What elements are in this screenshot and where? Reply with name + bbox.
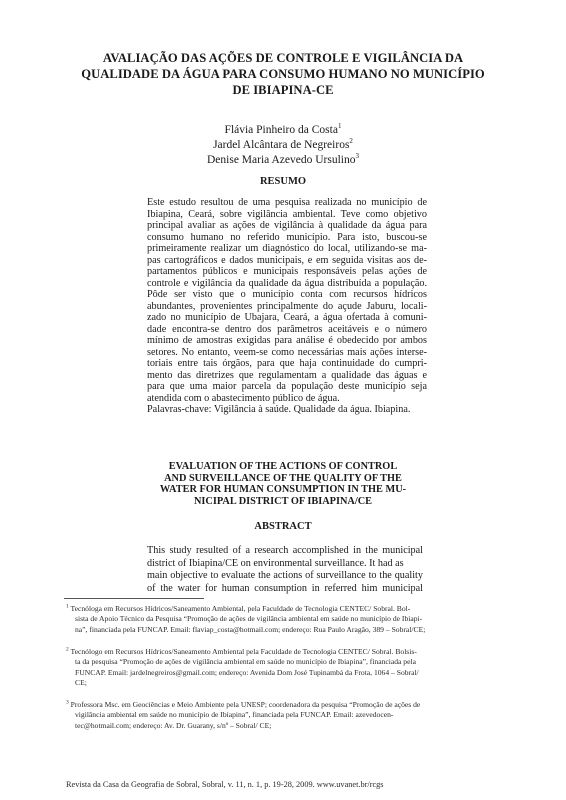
resumo-line: setores. No entanto, veem-se como necessárias mais ações interse- [147, 346, 427, 358]
resumo-line: mínimo de amostras exigidas para análise é obedecido por ambos [147, 335, 427, 346]
title-line: WATER FOR HUMAN CONSUMPTION IN THE MU- [159, 484, 407, 496]
abstract-line: district of Ibiapina/CE on environmental surveillance. It had as [147, 557, 404, 569]
resumo-line: principal avaliar as ações de vigilância à qualidade da água para [147, 220, 427, 231]
resumo-line: zado no município de Ubajara, Ceará, a água ofertada à comuni- [147, 312, 427, 323]
footnote-line: na”, financiada pela FUNCAP. Email: flaviap_costa@hotmail.com; endereço: Rua Paulo Aragão, 389 – Sobral/CE; [75, 624, 426, 634]
abstract-body [147, 545, 423, 595]
resumo-line: abundantes, provenientes principalmente do açude Jaburu, locali- [147, 300, 427, 312]
resumo-line: mento das diretrizes que regulamentam a qualidade das águas e [147, 369, 427, 381]
journal-footer: Revista da Casa da Geografia de Sobral, Sobral, v. 11, n. 1, p. 19-28, 2009. www.uvanet.br/rcgs [66, 780, 384, 789]
author-name: Denise Maria Azevedo Ursulino [206, 154, 356, 166]
abstract-line: of the water for human consumption in referred him municipal [147, 582, 423, 594]
resumo-line: atendida com o abastecimento público de água. [147, 392, 340, 404]
title-line: EVALUATION OF THE ACTIONS OF CONTROL [168, 461, 398, 472]
resumo-heading: RESUMO [259, 176, 307, 187]
footnote-line: tec@hotmail.com; endereço: Av. Dr. Guarany, s/nº – Sobral/ CE; [75, 720, 272, 730]
footnote-mark: 1 [66, 603, 69, 610]
title-line: QUALIDADE DA ÁGUA PARA CONSUMO HUMANO NO MUNICÍPIO [81, 67, 485, 81]
footnote-line: FUNCAP. Email: jardelnegreiros@gmail.com; endereço: Avenida Dom José Tupinambá da Frota, 1064 – Sobral/ [75, 667, 419, 677]
title-line: AND SURVEILLANCE OF THE QUALITY OF THE [164, 472, 402, 484]
resumo-line: partamentos públicos e municipais responsáveis pelas ações de [147, 266, 427, 277]
footnote-mark: 3 [355, 152, 359, 161]
resumo-line: para que uma maior parcela da população deste município seja [147, 381, 427, 392]
author-entry [0, 123, 566, 138]
footnote-line: vigilância ambiental em saúde no município de Ibiapina”, financiada pela FUNCAP. Email: azevedocen- [75, 710, 394, 720]
resumo-body [147, 197, 427, 416]
abstract-line: main objective to evaluate the actions of surveillance to the quality [147, 570, 423, 581]
footnote-line: ta da pesquisa “Promoção de ações de vigilância ambiental em saúde no município de Ibiapina”, financiada pela [75, 657, 416, 667]
footnote-line: CE; [75, 677, 87, 687]
footnote-divider [64, 598, 204, 599]
paper-title-pt [60, 50, 506, 98]
resumo-line: Ibiapina, Ceará, sobre vigilância ambiental. Teve como objetivo [147, 208, 427, 220]
footnote-mark: 2 [66, 646, 69, 653]
footnote-line: Tecnóloga em Recursos Hídricos/Saneamento Ambiental, pela Faculdade de Tecnologia CENTEC/ Sobral. Bol- [70, 604, 411, 613]
footnote-line: Professora Msc. em Geociências e Meio Ambiente pela UNESP; coordenadora da pesquisa “Promoção de ações de [70, 700, 421, 709]
resumo-line: consumo humano no referido município. Para isto, buscou-se [147, 231, 427, 243]
paper-title-en [130, 461, 436, 507]
resumo-line: dade encontra-se dentro dos parâmetros aceitáveis e o número [147, 323, 427, 335]
author-list [0, 123, 566, 168]
footnote-1 [66, 604, 506, 635]
abstract-heading: ABSTRACT [254, 521, 312, 532]
resumo-line: toriais entre tais órgãos, para que haja continuidade do cumpri- [147, 358, 427, 369]
resumo-line: Este estudo resultou de uma pesquisa realizada no município de [147, 197, 427, 208]
author-entry [0, 138, 566, 153]
title-line: DE IBIAPINA-CE [232, 83, 334, 97]
title-line: NICIPAL DISTRICT OF IBIAPINA/CE [193, 495, 373, 507]
keywords-line: Palavras-chave: Vigilância à saúde. Qualidade da água. Ibiapina. [147, 404, 411, 415]
author-name: Flávia Pinheiro da Costa [224, 124, 338, 136]
footnote-line: Tecnólogo em Recursos Hídricos/Saneamento Ambiental pela Faculdade de Tecnologia CENTEC/ Sobral. Bolsis- [70, 647, 417, 656]
footnote-2 [66, 647, 506, 688]
footnote-3 [66, 700, 506, 731]
resumo-line: pas cartográficos e dados municipais, e em seguida visitas aos de- [147, 254, 427, 266]
resumo-line: Pôde ser visto que o município conta com recursos hídricos [147, 289, 427, 300]
footnote-mark: 3 [66, 699, 69, 706]
title-line: AVALIAÇÃO DAS AÇÕES DE CONTROLE E VIGILÂNCIA DA [102, 51, 464, 65]
abstract-line: This study resulted of a research accomplished in the municipal [147, 545, 423, 556]
author-entry [0, 153, 566, 168]
resumo-line: controle e vigilância da qualidade da água distribuída a população. [147, 277, 427, 289]
author-name: Jardel Alcântara de Negreiros [213, 139, 350, 151]
footnote-mark: 1 [337, 122, 342, 131]
footnote-mark: 2 [349, 137, 353, 146]
resumo-line: primeiramente realizar um diagnóstico do local, utilizando-se ma- [147, 243, 427, 254]
footnote-line: sista de Apoio Técnico da Pesquisa “Promoção de ações de vigilância ambiental em saúde no município de Ibiapi- [75, 614, 423, 624]
